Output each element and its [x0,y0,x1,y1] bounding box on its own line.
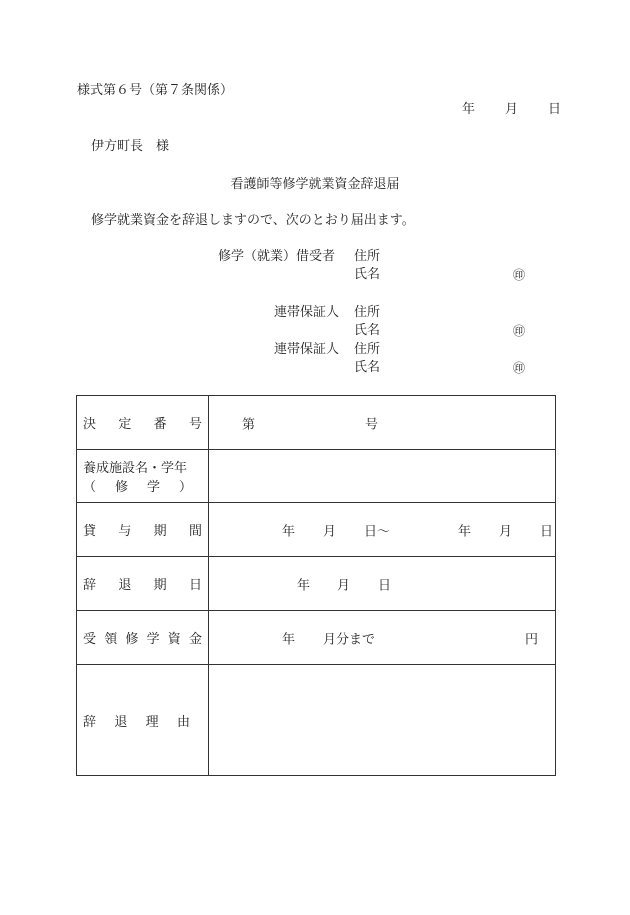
document-title: 看護師等修学就業資金辞退届 [230,177,400,192]
guarantor-2-address-label: 住所 [354,342,381,357]
guarantor-1-label: 連帯保証人 [274,305,340,320]
facility-label: 養成施設名・学年 （ 修 学 ） [77,450,209,503]
withdrawal-date-label: 辞 退 期 日 [77,557,209,611]
borrower-label: 修学（就業）借受者 [218,249,336,264]
facility-field[interactable] [209,450,556,503]
date-month: 月 [505,102,519,117]
facility-row [77,450,556,503]
borrower-seal: ㊞ [513,268,526,282]
form-table [76,395,556,776]
guarantor-2-name-label: 氏名 [354,360,381,375]
decision-number-row [77,396,556,450]
loan-period-field[interactable]: 年 月 日～ 年 月 日 [209,503,556,557]
borrower-name-label: 氏名 [354,267,381,282]
guarantor-2-seal: ㊞ [513,361,526,375]
loan-period-row [77,503,556,557]
reason-row [77,665,556,776]
body-text: 修学就業資金を辞退しますので、次のとおり届出ます。 [91,213,415,228]
loan-period-label: 貸 与 期 間 [77,503,209,557]
decision-number-field[interactable]: 第 号 [209,396,556,450]
guarantor-1-name-label: 氏名 [354,323,381,338]
withdrawal-date-row [77,557,556,611]
guarantor-1-address-label: 住所 [354,305,381,320]
reason-label: 辞 退 理 由 [77,665,209,776]
date-day: 日 [548,102,562,117]
withdrawal-date-field[interactable]: 年 月 日 [209,557,556,611]
date-line [462,102,561,118]
form-number: 様式第６号（第７条関係） [77,83,234,98]
received-funds-field[interactable]: 年 月分まで 円 [209,611,556,665]
date-year: 年 [462,102,476,117]
received-funds-label: 受 領 修 学 資 金 [77,611,209,665]
reason-field[interactable] [209,665,556,776]
addressee: 伊方町長 様 [91,139,170,154]
decision-number-label: 決 定 番 号 [77,396,209,450]
received-funds-row [77,611,556,665]
borrower-address-label: 住所 [354,249,381,264]
guarantor-2-label: 連帯保証人 [274,342,340,357]
guarantor-1-seal: ㊞ [513,324,526,338]
